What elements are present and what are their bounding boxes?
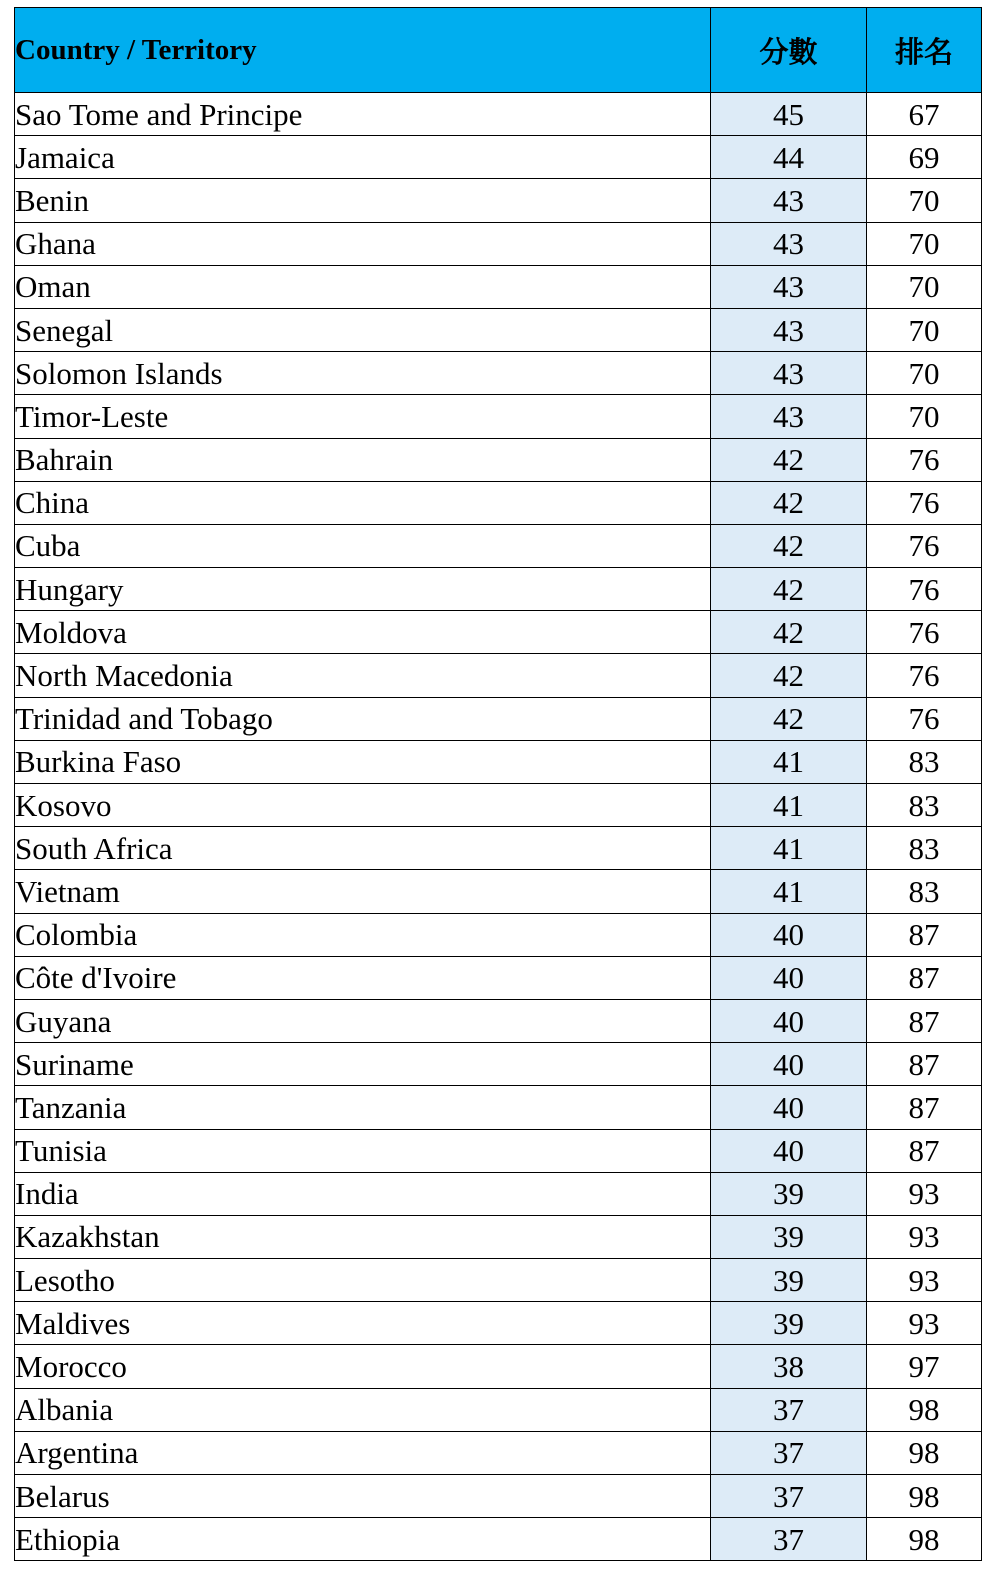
table-row	[15, 395, 982, 438]
country-cell: Albania	[15, 1388, 711, 1431]
country-cell: Lesotho	[15, 1259, 711, 1302]
score-cell: 40	[711, 1043, 867, 1086]
score-cell: 41	[711, 870, 867, 913]
score-cell: 42	[711, 697, 867, 740]
country-cell: Jamaica	[15, 136, 711, 179]
score-cell: 42	[711, 524, 867, 567]
score-cell: 42	[711, 481, 867, 524]
rank-cell: 76	[867, 697, 982, 740]
score-cell: 39	[711, 1302, 867, 1345]
table-row	[15, 524, 982, 567]
table-row	[15, 999, 982, 1042]
rank-cell: 98	[867, 1431, 982, 1474]
rank-cell: 97	[867, 1345, 982, 1388]
rank-cell: 87	[867, 1086, 982, 1129]
table-row	[15, 1475, 982, 1518]
rank-cell: 70	[867, 308, 982, 351]
rank-cell: 87	[867, 999, 982, 1042]
country-cell: Morocco	[15, 1345, 711, 1388]
table-row	[15, 1086, 982, 1129]
table-row	[15, 481, 982, 524]
table-row	[15, 1518, 982, 1561]
rank-cell: 76	[867, 438, 982, 481]
table-row	[15, 352, 982, 395]
country-cell: Vietnam	[15, 870, 711, 913]
country-cell: China	[15, 481, 711, 524]
rank-cell: 98	[867, 1518, 982, 1561]
rank-cell: 98	[867, 1475, 982, 1518]
score-cell: 39	[711, 1215, 867, 1258]
country-cell: Argentina	[15, 1431, 711, 1474]
score-cell: 44	[711, 136, 867, 179]
table-row	[15, 265, 982, 308]
country-cell: Maldives	[15, 1302, 711, 1345]
table-row	[15, 1259, 982, 1302]
header-country: Country / Territory	[15, 8, 711, 93]
table-row	[15, 827, 982, 870]
rank-cell: 76	[867, 654, 982, 697]
country-cell: Tanzania	[15, 1086, 711, 1129]
table-row	[15, 1302, 982, 1345]
rank-cell: 70	[867, 352, 982, 395]
table-body	[15, 93, 982, 1561]
header-score: 分數	[711, 8, 867, 93]
ranking-table-container	[14, 7, 982, 1561]
country-cell: Moldova	[15, 611, 711, 654]
rank-cell: 98	[867, 1388, 982, 1431]
rank-cell: 76	[867, 611, 982, 654]
score-cell: 41	[711, 827, 867, 870]
score-cell: 42	[711, 568, 867, 611]
score-cell: 37	[711, 1518, 867, 1561]
country-cell: Senegal	[15, 308, 711, 351]
country-cell: India	[15, 1172, 711, 1215]
score-cell: 43	[711, 308, 867, 351]
score-cell: 42	[711, 611, 867, 654]
score-cell: 41	[711, 740, 867, 783]
rank-cell: 93	[867, 1302, 982, 1345]
score-cell: 40	[711, 1086, 867, 1129]
rank-cell: 83	[867, 740, 982, 783]
table-row	[15, 913, 982, 956]
rank-cell: 70	[867, 395, 982, 438]
rank-cell: 87	[867, 1129, 982, 1172]
table-row	[15, 1172, 982, 1215]
score-cell: 43	[711, 352, 867, 395]
table-row	[15, 1215, 982, 1258]
table-row	[15, 956, 982, 999]
table-row	[15, 1129, 982, 1172]
country-cell: Solomon Islands	[15, 352, 711, 395]
table-row	[15, 93, 982, 136]
score-cell: 42	[711, 438, 867, 481]
rank-cell: 83	[867, 870, 982, 913]
ranking-table	[14, 7, 982, 1561]
rank-cell: 87	[867, 913, 982, 956]
country-cell: Ghana	[15, 222, 711, 265]
score-cell: 42	[711, 654, 867, 697]
rank-cell: 69	[867, 136, 982, 179]
rank-cell: 93	[867, 1259, 982, 1302]
country-cell: Kosovo	[15, 784, 711, 827]
rank-cell: 76	[867, 568, 982, 611]
country-cell: Tunisia	[15, 1129, 711, 1172]
score-cell: 40	[711, 956, 867, 999]
rank-cell: 67	[867, 93, 982, 136]
table-row	[15, 222, 982, 265]
table-row	[15, 1388, 982, 1431]
country-cell: Belarus	[15, 1475, 711, 1518]
table-row	[15, 179, 982, 222]
rank-cell: 70	[867, 222, 982, 265]
table-row	[15, 1431, 982, 1474]
table-row	[15, 568, 982, 611]
score-cell: 45	[711, 93, 867, 136]
header-row	[15, 8, 982, 93]
country-cell: Bahrain	[15, 438, 711, 481]
score-cell: 37	[711, 1475, 867, 1518]
rank-cell: 87	[867, 1043, 982, 1086]
table-row	[15, 308, 982, 351]
rank-cell: 83	[867, 827, 982, 870]
table-row	[15, 1345, 982, 1388]
rank-cell: 76	[867, 481, 982, 524]
rank-cell: 93	[867, 1215, 982, 1258]
score-cell: 38	[711, 1345, 867, 1388]
score-cell: 40	[711, 999, 867, 1042]
score-cell: 43	[711, 222, 867, 265]
table-row	[15, 870, 982, 913]
score-cell: 39	[711, 1259, 867, 1302]
country-cell: Côte d'Ivoire	[15, 956, 711, 999]
country-cell: Burkina Faso	[15, 740, 711, 783]
country-cell: Timor-Leste	[15, 395, 711, 438]
rank-cell: 70	[867, 265, 982, 308]
score-cell: 39	[711, 1172, 867, 1215]
rank-cell: 87	[867, 956, 982, 999]
country-cell: Trinidad and Tobago	[15, 697, 711, 740]
country-cell: Kazakhstan	[15, 1215, 711, 1258]
rank-cell: 93	[867, 1172, 982, 1215]
country-cell: Suriname	[15, 1043, 711, 1086]
rank-cell: 76	[867, 524, 982, 567]
header-rank: 排名	[867, 8, 982, 93]
country-cell: Ethiopia	[15, 1518, 711, 1561]
table-row	[15, 611, 982, 654]
country-cell: North Macedonia	[15, 654, 711, 697]
country-cell: Cuba	[15, 524, 711, 567]
rank-cell: 83	[867, 784, 982, 827]
country-cell: Benin	[15, 179, 711, 222]
score-cell: 43	[711, 179, 867, 222]
table-row	[15, 740, 982, 783]
table-row	[15, 697, 982, 740]
table-row	[15, 438, 982, 481]
country-cell: Sao Tome and Principe	[15, 93, 711, 136]
country-cell: Oman	[15, 265, 711, 308]
table-row	[15, 1043, 982, 1086]
score-cell: 37	[711, 1388, 867, 1431]
score-cell: 41	[711, 784, 867, 827]
score-cell: 40	[711, 913, 867, 956]
country-cell: Guyana	[15, 999, 711, 1042]
score-cell: 43	[711, 395, 867, 438]
country-cell: South Africa	[15, 827, 711, 870]
country-cell: Colombia	[15, 913, 711, 956]
rank-cell: 70	[867, 179, 982, 222]
score-cell: 43	[711, 265, 867, 308]
table-row	[15, 136, 982, 179]
table-row	[15, 784, 982, 827]
table-row	[15, 654, 982, 697]
table-header	[15, 8, 982, 93]
score-cell: 40	[711, 1129, 867, 1172]
score-cell: 37	[711, 1431, 867, 1474]
country-cell: Hungary	[15, 568, 711, 611]
